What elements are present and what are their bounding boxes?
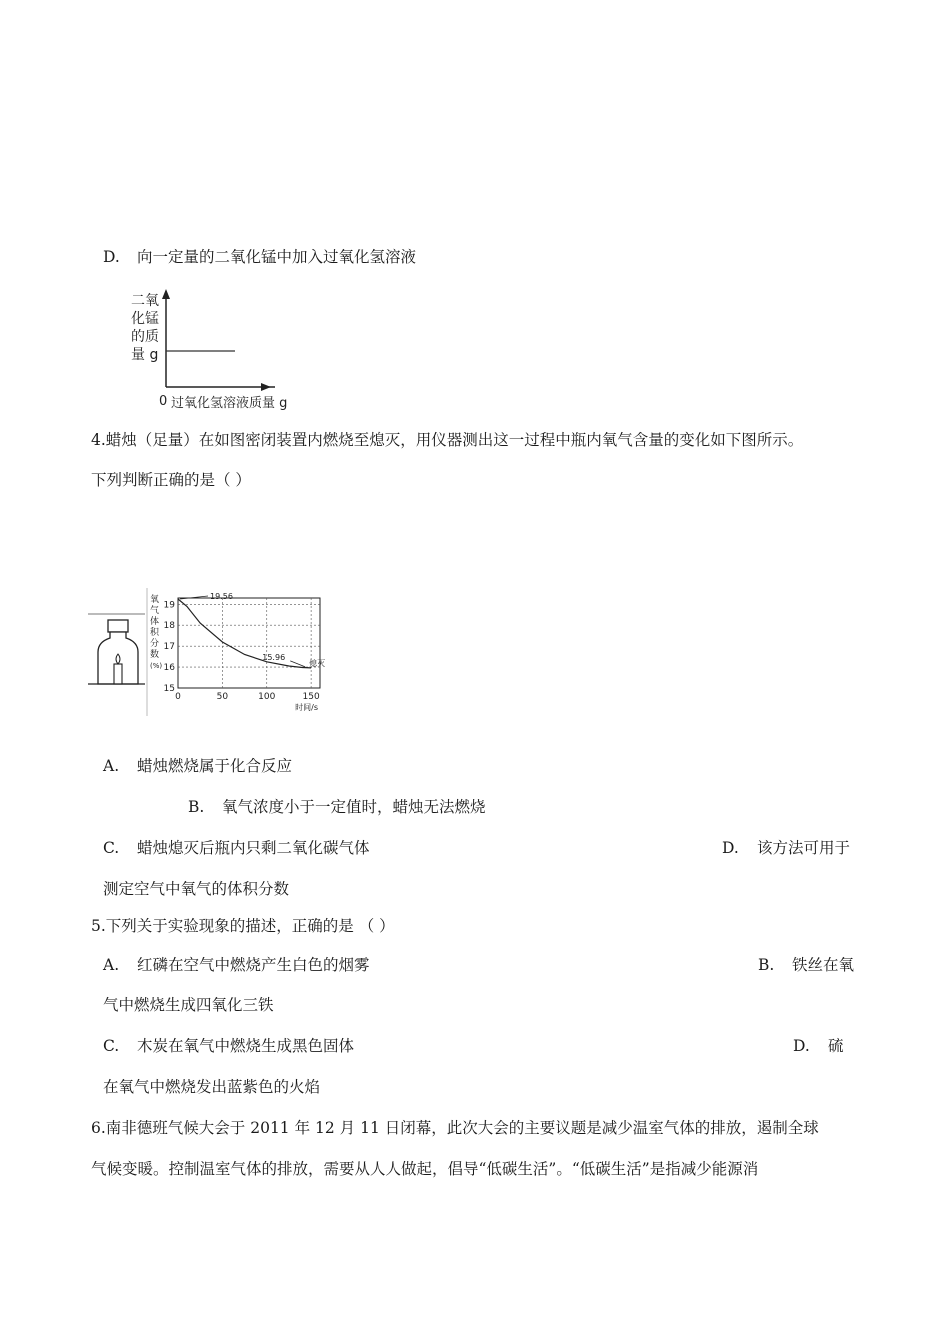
option-text-continued: 气中燃烧生成四氧化三铁 (103, 996, 274, 1014)
origin-label: 0 (159, 394, 168, 409)
oxygen-chart (148, 588, 348, 718)
option-label: A. (103, 757, 120, 775)
question-stem: 5.下列关于实验现象的描述，正确的是 （ ） (91, 917, 395, 935)
y-axis-label-char: (%) (150, 662, 163, 670)
y-axis-label-char: 分 (150, 639, 160, 649)
y-label-line: 二氧 (131, 293, 159, 309)
x-tick-label: 100 (258, 692, 276, 702)
y-tick-label: 15 (163, 684, 175, 694)
x-axis-arrow (261, 383, 271, 391)
oxygen-curve (178, 599, 311, 668)
option-text: 该方法可用于 (757, 839, 851, 857)
y-axis-arrow (162, 289, 170, 299)
y-axis-label-char: 氧 (150, 595, 160, 605)
mno2-mass-graph (125, 287, 425, 412)
option-label: C. (103, 1037, 120, 1055)
y-axis-label-char: 积 (150, 628, 160, 638)
option-text: 木炭在氧气中燃烧生成黑色固体 (137, 1037, 355, 1055)
question-stem: 4.蜡烛（足量）在如图密闭装置内燃烧至熄灭，用仪器测出这一过程中瓶内氧气含量的变化如下图所示。 (91, 431, 804, 449)
option-label: B. (188, 798, 205, 816)
option-label: B. (758, 956, 775, 974)
option-label: D. (103, 248, 120, 266)
option-text: 蜡烛熄灭后瓶内只剩二氧化碳气体 (137, 839, 370, 857)
x-tick-label: 150 (302, 692, 320, 702)
y-tick-label: 17 (163, 642, 175, 653)
option-text: 蜡烛燃烧属于化合反应 (137, 757, 293, 775)
annotation-end-value: 15.96 (262, 652, 286, 662)
option-text: 氧气浓度小于一定值时，蜡烛无法燃烧 (222, 798, 486, 816)
y-axis-label (150, 593, 162, 670)
x-axis-label: 过氧化氢溶液质量 g (171, 396, 288, 411)
y-tick-label: 16 (163, 663, 175, 674)
y-label-line: 量 g (131, 347, 159, 363)
x-axis-label: 时间/s (295, 703, 318, 712)
question-stem: 6.南非德班气候大会于 2011 年 12 月 11 日闭幕，此次大会的主要议题是减少温室气体的排放，遏制全球 (91, 1119, 819, 1137)
option-text-continued: 在氧气中燃烧发出蓝紫色的火焰 (103, 1078, 321, 1096)
y-label-line: 化锰 (131, 311, 159, 327)
option-label: A. (103, 956, 120, 974)
question-stem: 下列判断正确的是（ ） (91, 471, 251, 489)
annotation-extinguished: 熄灭 (309, 658, 326, 668)
option-text-continued: 测定空气中氧气的体积分数 (103, 880, 290, 898)
annotation-start-value: 19.56 (210, 592, 233, 601)
y-tick-label: 19 (163, 600, 175, 611)
question-stem: 气候变暖。控制温室气体的排放，需要从人人做起，倡导“低碳生活”。“低碳生活”是指减少能源消 (91, 1160, 759, 1178)
y-axis-label-char: 数 (150, 650, 160, 660)
bottle-cap (108, 620, 128, 632)
y-axis-label-char: 体 (150, 617, 160, 627)
y-tick-label: 18 (163, 621, 175, 632)
y-label-line: 的质 (131, 329, 159, 345)
option-text: 硫 (828, 1037, 844, 1055)
flame-icon (116, 654, 120, 664)
option-label: D. (722, 839, 739, 857)
option-text: 红磷在空气中燃烧产生白色的烟雾 (137, 956, 370, 974)
option-label: C. (103, 839, 120, 857)
option-label: D. (793, 1037, 810, 1055)
x-tick-label: 0 (175, 692, 181, 702)
plot-frame (178, 598, 320, 688)
option-text: 铁丝在氧 (792, 956, 855, 974)
x-tick-label: 50 (216, 692, 229, 702)
option-text: 向一定量的二氧化锰中加入过氧化氢溶液 (137, 248, 417, 266)
y-axis-label-char: 气 (150, 606, 160, 616)
candle (114, 664, 122, 684)
